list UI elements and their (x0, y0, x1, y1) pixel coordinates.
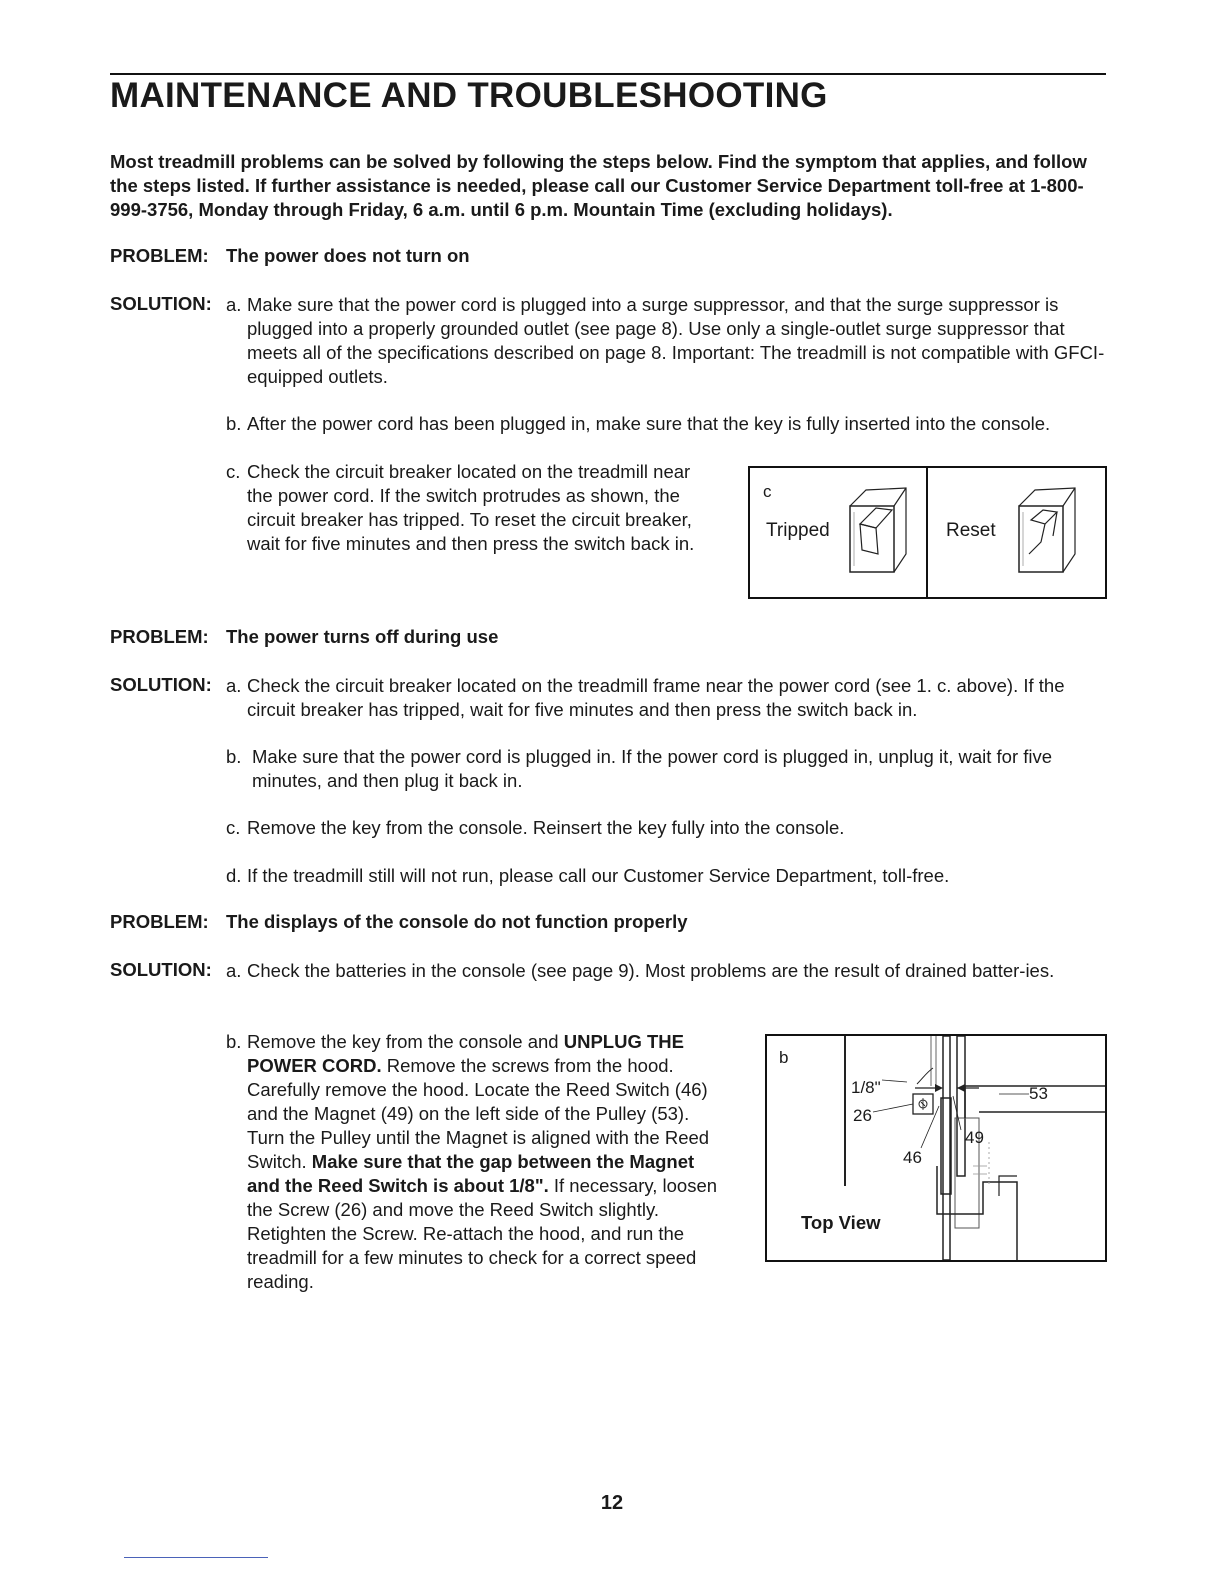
problem-label: PROBLEM: (110, 245, 209, 266)
step-letter: b. (226, 746, 242, 767)
top-view-caption: Top View (801, 1212, 881, 1233)
step-letter: c. (226, 817, 241, 838)
step-letter: b. (226, 413, 242, 434)
solution-label: SOLUTION: (110, 674, 212, 695)
step-text: Make sure that the power cord is plugged into a surge suppressor, and that the surge suppressor is plugged into a properly grounded outlet (see page 8). Use only a single-outlet surge suppressor that meets all of the specifications described on page 8. Important: The treadmill is not compatible with GFCI-equipped outlets. (247, 294, 1105, 387)
reed-switch-callout: 46 (903, 1148, 922, 1167)
problem-label: PROBLEM: (110, 911, 209, 932)
warning-gap: Make sure that the gap between the Magnet and the Reed Switch is about 1/8". (247, 1151, 695, 1196)
step-text: After the power cord has been plugged in, make sure that the key is fully inserted into the console. (247, 413, 1051, 434)
pulley-callout: 53 (1029, 1084, 1048, 1103)
solution-label: SOLUTION: (110, 293, 212, 314)
problem-label: PROBLEM: (110, 626, 209, 647)
title-rule (110, 73, 1106, 75)
page-number: 12 (600, 1492, 624, 1514)
step-letter: b. (226, 1031, 242, 1052)
problem-2-text: The power turns off during use (226, 626, 499, 647)
problem-3-text: The displays of the console do not function properly (226, 911, 688, 932)
circuit-breaker-figure (748, 466, 1107, 599)
reed-switch-figure (765, 1034, 1107, 1262)
problem-1-text: The power does not turn on (226, 245, 470, 266)
step-text-part: If necessary, loosen the Screw (26) and move the Reed Switch slightly. Retighten the Screw. Re-attach the hood, and run the treadmill for a few minutes to check for a correct speed reading. (247, 1175, 718, 1292)
figure-b-label: b (779, 1048, 789, 1067)
magnet-callout: 49 (965, 1128, 984, 1147)
figure-c-label: c (763, 482, 772, 501)
step-letter: a. (226, 294, 242, 315)
step-letter: d. (226, 865, 242, 886)
reset-label: Reset (946, 520, 996, 541)
reset-switch-icon (1015, 480, 1081, 580)
page-title: MAINTENANCE AND TROUBLESHOOTING (110, 76, 828, 115)
step-text: Check the batteries in the console (see page 9). Most problems are the result of drained batter-ies. (247, 960, 1055, 981)
tripped-switch-icon (846, 480, 912, 580)
footer-rule (124, 1557, 268, 1558)
step-letter: c. (226, 461, 241, 482)
screw-callout: 26 (853, 1106, 872, 1125)
tripped-label: Tripped (766, 520, 830, 541)
figure-divider (926, 468, 928, 597)
step-text-part: Remove the key from the console and (247, 1031, 564, 1052)
step-text: Check the circuit breaker located on the treadmill near the power cord. If the switch protrudes as shown, the circuit breaker has tripped. To reset the circuit breaker, wait for five minutes and then press the switch back in. (247, 461, 695, 554)
step-text-part: Remove the screws from the hood. Carefully remove the hood. Locate the Reed Switch (46) and the Magnet (49) on the left side of the Pulley (53). Turn the Pulley until the Magnet is aligned with the Reed Switch. (247, 1055, 710, 1172)
step-text: Make sure that the power cord is plugged in. If the power cord is plugged in, unplug it, wait for five minutes, and then plug it back in. (252, 746, 1053, 791)
intro-paragraph: Most treadmill problems can be solved by following the steps below. Find the symptom that applies, and follow the steps listed. If further assistance is needed, please call our Customer Service Department toll-free at 1-800-999-3756, Monday through Friday, 6 a.m. until 6 p.m. Mountain Time (excluding holidays). (110, 151, 1087, 220)
step-letter: a. (226, 675, 242, 696)
warning-unplug: UNPLUG THE POWER CORD. (247, 1031, 684, 1076)
step-text: If the treadmill still will not run, please call our Customer Service Department, toll-free. (247, 865, 950, 886)
step-text (247, 1030, 723, 1294)
step-text: Remove the key from the console. Reinsert the key fully into the console. (247, 817, 845, 838)
step-text: Check the circuit breaker located on the treadmill frame near the power cord (see 1. c. above). If the circuit breaker has tripped, wait for five minutes and then press the switch back in. (247, 675, 1065, 720)
gap-callout: 1/8" (851, 1078, 881, 1097)
solution-label: SOLUTION: (110, 959, 212, 980)
step-letter: a. (226, 960, 242, 981)
